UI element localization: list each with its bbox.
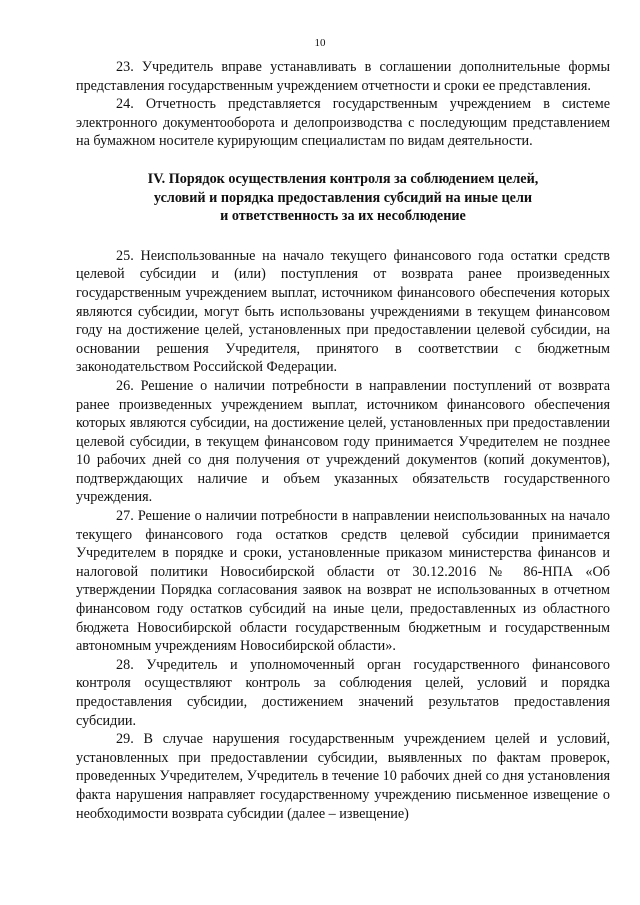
document-body (76, 58, 610, 823)
section-heading-line-2: условий и порядка предоставления субсидий на иные цели (153, 189, 533, 206)
paragraph-23: 23. Учредитель вправе устанавливать в соглашении дополнительные формы представления государственным учреждением отчетности и сроки ее представления. (76, 59, 610, 94)
section-heading-line-3: и ответственность за их несоблюдение (220, 208, 466, 225)
paragraph-28: 28. Учредитель и уполномоченный орган государственного финансового контроля осуществляют контроль за соблюдения целей, условий и порядка предоставления субсидии, достижением значений результатов предоставления субсидии. (76, 656, 610, 729)
page-number: 10 (314, 37, 326, 49)
paragraph-24: 24. Отчетность представляется государственным учреждением в системе электронного документооборота и делопроизводства с последующим представлением на бумажном носителе курирующим специалистам по видам деятельности. (76, 96, 610, 150)
paragraph-26: 26. Решение о наличии потребности в направлении поступлений от возврата ранее произведенных учреждением выплат, источником финансового обеспечения которых являются субсидии, на достижение целей, установленных при предоставлении целевой субсидии, в текущем финансовом году принимается Учредителем не позднее 10 рабочих дней со дня получения от учреждений документов (копий документов), подтверждающих наличие и объем указанных обязательств государственного учреждения. (76, 377, 610, 506)
paragraph-25: 25. Неиспользованные на начало текущего финансового года остатки средств целевой субсидии и (или) поступления от возврата ранее произведенных государственным учреждением выплат, источником финансового обеспечения которых являются субсидии, могут быть использованы учреждениями в текущем финансовом году на достижение целей, установленных при предоставлении целевой субсидии, на основании решения Учредителя, принятого в соответствии с бюджетным законодательством Российской Федерации. (76, 247, 610, 376)
section-heading-line-1: IV. Порядок осуществления контроля за соблюдением целей, (147, 170, 539, 187)
paragraph-29: 29. В случае нарушения государственным учреждением целей и условий, установленных при предоставлении субсидии, выявленных по фактам проверок, проведенных Учредителем, Учредитель в течение 10 рабочих дней со дня установления факта нарушения направляет государственному учреждению письменное извещение о необходимости возврата субсидии (далее – извещение) (76, 731, 610, 822)
section-heading (76, 170, 610, 226)
paragraph-27: 27. Решение о наличии потребности в направлении неиспользованных на начало текущего финансового года остатков средств целевой субсидии принимается Учредителем в порядке и сроки, установленные приказом министерства финансов и налоговой политики Новосибирской области от 30.12.2016 № 86-НПА «Об утверждении Порядка согласования заявок на возврат не использованных в отчетном финансовом году остатков субсидий на иные цели, предоставленных из областного бюджета Новосибирской области государственным бюджетным и государственным автономным учреждениям Новосибирской области». (76, 508, 610, 655)
